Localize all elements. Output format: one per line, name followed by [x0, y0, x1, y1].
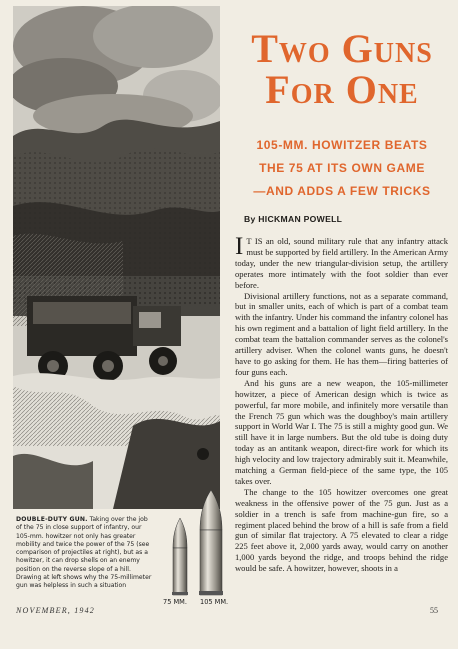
drop-cap: I	[235, 236, 244, 260]
subtitle-line-1: 105-MM. HOWITZER BEATS	[256, 138, 428, 152]
byline: By HICKMAN POWELL	[244, 214, 343, 224]
subtitle-line-2: THE 75 AT ITS OWN GAME	[259, 161, 425, 175]
caption-text: Taking over the job of the 75 in close support of infantry, our 105-mm. howitzer not only has greater mobility and twice the power of the 75 (see comparison of projectiles at right), but as a howitzer, it can drop shells on an enemy position on the reverse slope of a hill. Drawing at left shows why the 75-millimeter gun was helpless in such a situation	[16, 516, 152, 590]
title-line-2: For One	[265, 67, 419, 112]
article-title	[232, 28, 452, 110]
shell-75mm-icon	[172, 518, 188, 595]
page-number: 55	[430, 606, 438, 615]
war-illustration	[13, 6, 220, 509]
article-paragraph	[235, 236, 448, 291]
illustration-caption	[16, 516, 154, 591]
article-subtitle	[234, 134, 450, 203]
issue-date: NOVEMBER, 1942	[16, 606, 96, 615]
shell-label-75: 75 MM.	[163, 598, 187, 606]
caption-lead: DOUBLE-DUTY GUN.	[16, 516, 88, 523]
subtitle-line-3: —AND ADDS A FEW TRICKS	[253, 184, 431, 198]
article-paragraph: The change to the 105 howitzer overcomes one great weakness in the offensive power of the 75 gun. Just as a soldier in a trench is safe from machine-gun fire, so a regiment placed behind the brow of a hill is safe from a field gun of similar flat trajectory. A 75 elevated to clear a ridge 225 feet above it, 2,000 yards away, would carry on another 1,000 yards beyond the ridge, and troops behind the ridge would be safe. A howitzer, however, shoots in a	[235, 486, 448, 574]
paragraph-text: T IS an old, sound military rule that any infantry attack must be supported by field artillery. In the American Army today, under the new triangular-division setup, the artillery operates more intimately with the foot soldier than ever before.	[235, 236, 448, 290]
title-line-1: Two Guns	[251, 26, 433, 71]
article-paragraph: Divisional artillery functions, not as a separate command, but in smaller units, each of which is part of a combat team with the infantry. Under his command the infantry colonel has his own regiment and a battalion of light field artillery. In the combat team the battalion commander serves as the colonel's artillery adviser. When the colonel wants guns, he doesn't have to go asking for them. He has them—firing batteries of four guns each.	[235, 290, 448, 377]
shell-105mm-icon	[199, 490, 223, 595]
projectile-comparison	[158, 488, 228, 606]
article-paragraph: And his guns are a new weapon, the 105-millimeter howitzer, a piece of American design which is twice as powerful, far more mobile, and infinitely more versatile than the French 75 gun which was the doughboy's main artillery support in World War I. The 75 is still a mighty good gun. We still have it in large numbers. But the old tube is doing duty today as an antitank weapon, direct-fire work for which its high velocity and low trajectory admirably suit it. Meanwhile, matching a German field-piece of the same type, the 105 takes over.	[235, 377, 448, 486]
article-body	[235, 236, 448, 616]
shell-label-105: 105 MM.	[200, 598, 229, 606]
